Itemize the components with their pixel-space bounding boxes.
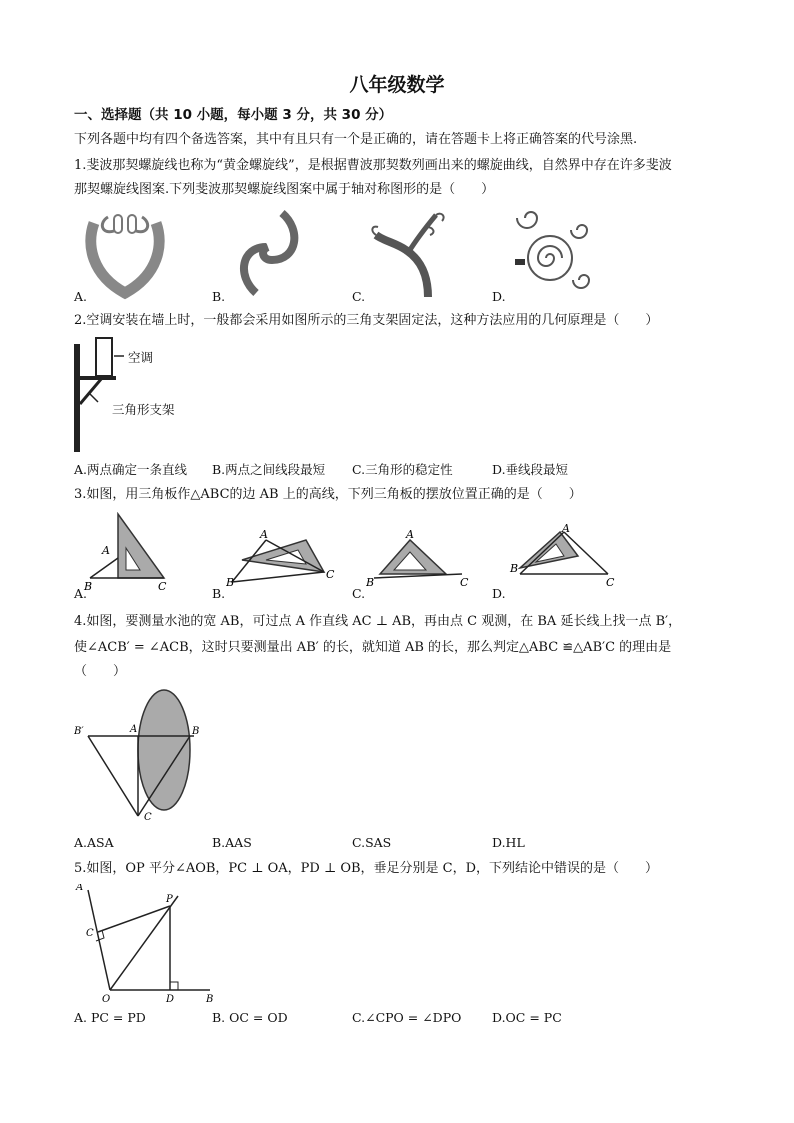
q4-option-d[interactable]: D.HL [492, 835, 525, 850]
q2-stem: 2.空调安装在墙上时，一般都会采用如图所示的三角支架固定法，这种方法应用的几何原理是（ ） [74, 313, 659, 328]
q3-option-a[interactable]: A. [74, 586, 88, 601]
q3a-label-c: C [158, 580, 167, 592]
q1-figure-a[interactable] [80, 205, 175, 300]
q3c-label-a: A [406, 528, 414, 541]
q3c-label-b: B [366, 576, 375, 588]
q4-label-b: B [192, 726, 200, 737]
q3-figure-b[interactable] [226, 526, 346, 588]
q3-stem: 3.如图，用三角板作△ABC的边 AB 上的高线，下列三角板的摆放位置正确的是（ ） [74, 487, 582, 502]
q3b-label-c: C [326, 568, 335, 581]
q4-option-b[interactable]: B.AAS [212, 835, 252, 850]
q3-figure-a[interactable] [80, 512, 190, 592]
q1-option-d[interactable]: D. [492, 289, 506, 304]
q5-option-b[interactable]: B. OC = OD [212, 1010, 288, 1025]
q3d-label-b: B [510, 562, 519, 575]
q4-label-bprime: B′ [74, 726, 84, 737]
q5-label-d: D [166, 994, 175, 1005]
q5-label-c: C [86, 928, 94, 939]
q2-label-bracket: 三角形支架 [112, 402, 175, 417]
q2-option-a[interactable]: A.两点确定一条直线 [74, 462, 188, 477]
q3a-label-b: B [84, 580, 93, 592]
q2-option-b[interactable]: B.两点之间线段最短 [212, 462, 326, 477]
q4-stem-line3: （ ） [74, 664, 127, 679]
q5-option-c[interactable]: C.∠CPO = ∠DPO [352, 1010, 462, 1025]
q3d-label-a: A [562, 522, 570, 535]
q3d-label-c: C [606, 576, 615, 588]
q5-label-b: B [206, 994, 214, 1005]
q5-label-p: P [166, 894, 173, 905]
instruction: 下列各题中均有四个备选答案，其中有且只有一个是正确的，请在答题卡上将正确答案的代号涂黑. [74, 132, 638, 147]
q1-option-b[interactable]: B. [212, 289, 226, 304]
q3-option-d[interactable]: D. [492, 586, 506, 601]
q3c-label-c: C [460, 576, 469, 588]
q1-stem-line1: 1.斐波那契螺旋线也称为“黄金螺旋线”，是根据曹波那契数列画出来的螺旋曲线，自然界中存在许多斐波 [74, 158, 672, 173]
q1-figure-d[interactable] [505, 200, 600, 300]
q1-option-a[interactable]: A. [74, 289, 88, 304]
q1-option-c[interactable]: C. [352, 289, 366, 304]
q2-option-c[interactable]: C.三角形的稳定性 [352, 462, 453, 477]
q1-stem-line2: 那契螺旋线图案.下列斐波那契螺旋线图案中属于轴对称图形的是（ ） [74, 182, 495, 197]
q5-stem: 5.如图，OP 平分∠AOB，PC ⊥ OA，PD ⊥ OB，垂足分别是 C，D，下列结论中错误的是（ ） [74, 861, 659, 876]
q3b-label-a: A [260, 528, 268, 541]
q5-option-a[interactable]: A. PC = PD [74, 1010, 146, 1025]
q3-option-c[interactable]: C. [352, 586, 366, 601]
q4-stem-line2: 使∠ACB′ = ∠ACB，这时只要测量出 AB′ 的长，就知道 AB 的长，那么判定△ABC ≌△AB′C 的理由是 [74, 640, 672, 655]
q3-option-b[interactable]: B. [212, 586, 226, 601]
q3a-label-a: A [102, 544, 110, 557]
section-heading: 一、选择题（共 10 小题，每小题 3 分，共 30 分） [74, 107, 393, 123]
q2-label-aircon: 空调 [128, 350, 154, 365]
q1-figure-b[interactable] [222, 205, 317, 300]
q2-option-d[interactable]: D.垂线段最短 [492, 462, 569, 477]
q4-label-c: C [144, 812, 152, 823]
q5-figure [74, 884, 219, 1006]
q4-stem-line1: 4.如图，要测量水池的宽 AB，可过点 A 作直线 AC ⊥ AB，再由点 C 观测，在 BA 延长线上找一点 B′， [74, 614, 682, 629]
q5-option-d[interactable]: D.OC = PC [492, 1010, 562, 1025]
page-title: 八年级数学 [349, 74, 445, 96]
q4-option-c[interactable]: C.SAS [352, 835, 392, 850]
q3b-label-b: B [226, 576, 235, 588]
q3-figure-c[interactable] [366, 526, 476, 588]
q1-figure-c[interactable] [366, 205, 461, 300]
q4-label-a: A [130, 724, 138, 735]
q3-figure-d[interactable] [508, 522, 623, 588]
q4-figure [74, 686, 204, 826]
q5-label-a: A [76, 884, 84, 893]
q5-label-o: O [102, 994, 111, 1005]
q4-option-a[interactable]: A.ASA [74, 835, 114, 850]
